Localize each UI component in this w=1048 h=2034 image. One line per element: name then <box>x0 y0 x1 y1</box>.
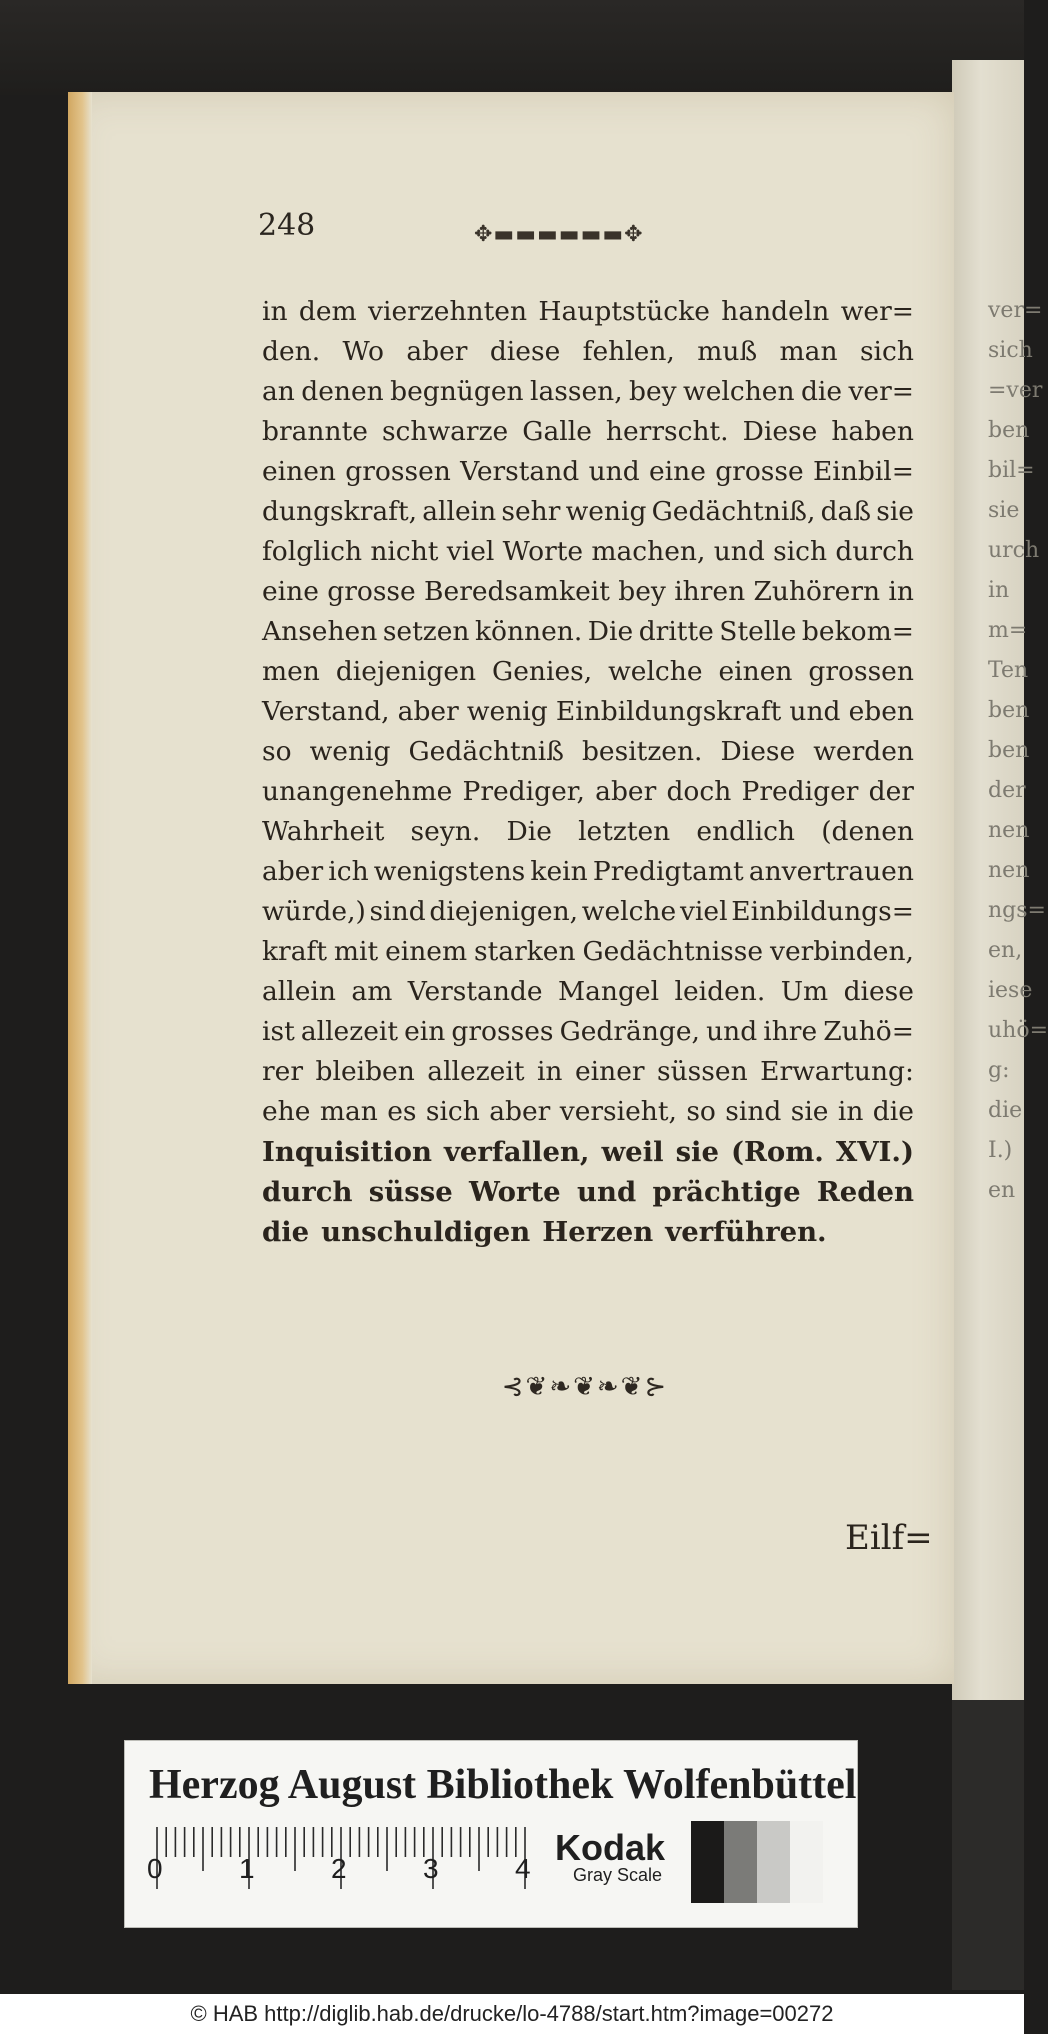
swatch-white <box>790 1821 823 1903</box>
facing-page-fragment: uhö= <box>988 1018 1048 1043</box>
text-word: ist <box>262 1016 295 1047</box>
text-word: dem <box>298 296 357 327</box>
text-word: Einbil= <box>812 456 914 487</box>
ruler-label-2: 2 <box>331 1853 347 1884</box>
text-word: nicht <box>370 536 439 567</box>
text-word: es <box>387 1096 417 1127</box>
text-word: Prediger, <box>462 776 585 807</box>
text-word: sich <box>773 536 828 567</box>
text-word: dungskraft, <box>262 496 418 527</box>
facing-page-fragment: en, <box>988 938 1023 963</box>
text-word: eine <box>648 456 706 487</box>
text-word: Zuhörern <box>753 576 881 607</box>
swatch-dark-gray <box>724 1821 757 1903</box>
library-name: Herzog August Bibliothek Wolfenbüttel <box>149 1762 857 1808</box>
text-word: Ansehen <box>262 616 378 647</box>
text-word: man <box>779 336 838 367</box>
ruler-label-0: 0 <box>147 1853 163 1884</box>
text-word: verfallen, <box>443 1136 590 1168</box>
text-word: grosse <box>327 576 416 607</box>
text-word: Beredsamkeit <box>424 576 610 607</box>
facing-page-fragment: nen <box>988 818 1030 843</box>
text-word: und <box>576 1176 637 1208</box>
text-word: diese <box>489 336 561 367</box>
facing-page-fragment: in <box>988 578 1010 603</box>
text-line <box>262 532 914 572</box>
text-word: verführen. <box>665 1216 827 1248</box>
text-word: ihren <box>674 576 746 607</box>
text-word: diejenigen, <box>429 896 579 927</box>
text-word: aber <box>489 1096 551 1127</box>
text-word: Inquisition <box>262 1136 432 1168</box>
text-line <box>262 772 914 812</box>
facing-page-fragment: der <box>988 778 1026 803</box>
running-header <box>258 208 698 248</box>
text-word: Prediger <box>741 776 859 807</box>
text-word: in <box>837 1096 864 1127</box>
text-word: Zuhö= <box>823 1016 914 1047</box>
text-word: (Rom. <box>730 1136 824 1168</box>
text-word: ehe <box>262 1096 311 1127</box>
text-word: wenigstens <box>373 856 526 887</box>
text-line <box>262 492 914 532</box>
text-word: welchen <box>683 376 795 407</box>
text-word: viel <box>679 896 728 927</box>
text-line <box>262 292 914 332</box>
text-word: aber <box>397 696 459 727</box>
facing-page-fragment: iese <box>988 978 1033 1003</box>
text-word: ver= <box>848 376 914 407</box>
text-word: schwarze <box>381 416 509 447</box>
text-word: süssen <box>657 1056 748 1087</box>
text-word: einer <box>574 1056 645 1087</box>
text-word: sie <box>876 496 914 527</box>
scan-background <box>0 0 1024 95</box>
text-word: kein <box>530 856 588 887</box>
text-word: Reden <box>816 1176 914 1208</box>
text-word: grossen <box>808 656 914 687</box>
text-word: sie <box>675 1136 719 1168</box>
facing-page-fragment: sie <box>988 498 1020 523</box>
text-word: machen, <box>591 536 706 567</box>
text-word: Verstand <box>460 456 580 487</box>
text-word: endlich <box>696 816 795 847</box>
text-word: grosse <box>715 456 804 487</box>
text-word: eine <box>262 576 319 607</box>
facing-page-fragment: ver= <box>988 298 1043 323</box>
text-word: einem <box>385 936 468 967</box>
text-line <box>262 732 914 772</box>
text-word: Gedächtniß, <box>651 496 816 527</box>
text-word: aber <box>406 336 468 367</box>
text-word: in <box>888 576 914 607</box>
text-word: Worte <box>502 536 584 567</box>
text-word: muß <box>697 336 758 367</box>
text-word: der <box>868 776 914 807</box>
text-word: allein <box>422 496 497 527</box>
text-word: Einbildungs= <box>731 896 914 927</box>
text-word: einen <box>718 656 793 687</box>
facing-page-fragment: ben <box>988 698 1030 723</box>
text-word: am <box>351 976 393 1007</box>
text-word: unangenehme <box>262 776 453 807</box>
text-line <box>262 1132 914 1172</box>
facing-page-fragment: nen <box>988 858 1030 883</box>
text-line <box>262 332 914 372</box>
text-word: einen <box>262 456 336 487</box>
text-word: sehr <box>501 496 561 527</box>
text-word: (denen <box>821 816 914 847</box>
text-word: Die <box>506 816 552 847</box>
text-word: und <box>706 1016 758 1047</box>
text-word: herrscht. <box>605 416 729 447</box>
text-word: eben <box>848 696 914 727</box>
gray-scale-label: Gray Scale <box>573 1865 663 1885</box>
text-line <box>262 932 914 972</box>
text-word: lassen, <box>529 376 623 407</box>
text-line <box>262 452 914 492</box>
text-word: XVI.) <box>835 1136 914 1168</box>
facing-page-fragment: =ver <box>988 378 1043 403</box>
text-word: wer= <box>840 296 914 327</box>
text-word: aber <box>262 856 324 887</box>
text-line <box>262 372 914 412</box>
text-word: besitzen. <box>581 736 703 767</box>
text-line <box>262 812 914 852</box>
text-word: prächtige <box>652 1176 801 1208</box>
text-word: Wahrheit <box>262 816 385 847</box>
text-word: und <box>588 456 640 487</box>
text-word: ich <box>328 856 369 887</box>
text-word: letzten <box>578 816 671 847</box>
text-word: sie <box>790 1096 829 1127</box>
text-word: so <box>686 1096 716 1127</box>
text-line <box>262 1092 914 1132</box>
text-word: folglich <box>262 536 363 567</box>
text-word: würde,) <box>262 896 366 927</box>
facing-page-fragment: Ten <box>988 658 1029 683</box>
text-word: leiden. <box>674 976 766 1007</box>
text-word: ein <box>404 1016 446 1047</box>
text-word: wenig <box>309 736 391 767</box>
text-line <box>262 692 914 732</box>
text-word: seyn. <box>410 816 481 847</box>
text-line <box>262 1212 914 1252</box>
text-word: Herzen <box>542 1216 654 1248</box>
text-line <box>262 612 914 652</box>
text-word: men <box>262 656 320 687</box>
text-word: und <box>713 536 765 567</box>
text-word: denen <box>301 376 384 407</box>
text-word: süsse <box>368 1176 453 1208</box>
facing-page-fragment: ben <box>988 738 1030 763</box>
text-word: grossen <box>345 456 451 487</box>
facing-page-fragment: ben <box>988 418 1030 443</box>
facing-page-fragment: urch <box>988 538 1040 563</box>
end-ornament: ⊰❦❧❦❧❦⊱ <box>501 1372 669 1402</box>
facing-page-fragment: ngs= <box>988 898 1046 923</box>
facing-page-fragment: en <box>988 1178 1016 1203</box>
text-word: sind <box>369 896 426 927</box>
text-line <box>262 892 914 932</box>
text-word: in <box>536 1056 563 1087</box>
facing-page-edge <box>952 60 1048 1700</box>
text-word: Hauptstücke <box>538 296 710 327</box>
text-word: Diese <box>720 736 796 767</box>
text-word: grosses <box>451 1016 554 1047</box>
text-word: Diese <box>742 416 818 447</box>
text-word: unschuldigen <box>321 1216 531 1248</box>
text-word: vierzehnten <box>368 296 528 327</box>
text-word: Einbildungskraft <box>555 696 782 727</box>
text-word: starken <box>474 936 576 967</box>
text-word: Um <box>780 976 829 1007</box>
text-word: und <box>789 696 841 727</box>
text-word: allein <box>262 976 336 1007</box>
text-word: rer <box>262 1056 304 1087</box>
text-word: Verstand, <box>262 696 390 727</box>
text-line <box>262 652 914 692</box>
text-word: Verstande <box>407 976 543 1007</box>
facing-page-shadow <box>952 1700 1024 1990</box>
text-word: Wo <box>342 336 384 367</box>
facing-page-fragment: die <box>988 1098 1023 1123</box>
text-line <box>262 1012 914 1052</box>
text-word: Predigtamt <box>592 856 744 887</box>
text-word: durch <box>835 536 914 567</box>
text-word: allezeit <box>427 1056 525 1087</box>
text-word: sind <box>725 1096 782 1127</box>
text-word: Worte <box>468 1176 561 1208</box>
text-word: ihre <box>763 1016 818 1047</box>
text-line <box>262 852 914 892</box>
text-word: Mangel <box>557 976 660 1007</box>
text-word: welche <box>608 656 703 687</box>
text-word: anvertrauen <box>748 856 914 887</box>
text-word: Stelle <box>719 616 797 647</box>
swatch-light-gray <box>757 1821 790 1903</box>
ruler-label-3: 3 <box>423 1853 439 1884</box>
text-line <box>262 1172 914 1212</box>
color-calibration-card <box>124 1740 858 1928</box>
text-word: die <box>872 1096 914 1127</box>
text-word: werden <box>813 736 914 767</box>
text-word: die <box>800 376 843 407</box>
text-word: wenig <box>466 696 548 727</box>
text-line <box>262 572 914 612</box>
text-word: verbinden, <box>769 936 914 967</box>
text-word: fehlen, <box>582 336 675 367</box>
text-word: Gedächtniß <box>408 736 564 767</box>
text-word: daß <box>820 496 872 527</box>
text-word: kraft <box>262 936 327 967</box>
catchword: Eilf= <box>845 1518 933 1558</box>
text-word: allezeit <box>300 1016 399 1047</box>
body-text <box>262 292 914 1252</box>
text-word: die <box>262 1216 310 1248</box>
text-word: durch <box>262 1176 353 1208</box>
text-word: in <box>262 296 288 327</box>
text-word: Erwartung: <box>760 1056 914 1087</box>
text-word: Gedränge, <box>559 1016 700 1047</box>
text-word: Genies, <box>492 656 593 687</box>
text-word: bey <box>618 576 666 607</box>
header-ornament: ✥▬▬▬▬▬▬✥ <box>474 222 644 247</box>
text-word: aber <box>595 776 657 807</box>
copyright-footer: © HAB http://diglib.hab.de/drucke/lo-4788/start.htm?image=00272 <box>0 1994 1024 2034</box>
text-word: bekom= <box>801 616 914 647</box>
text-word: man <box>319 1096 378 1127</box>
facing-page-fragment: g: <box>988 1058 1010 1083</box>
swatch-black <box>691 1821 724 1903</box>
facing-page-fragment: I.) <box>988 1138 1013 1163</box>
text-line <box>262 412 914 452</box>
text-word: sich <box>425 1096 480 1127</box>
ruler-label-4: 4 <box>515 1853 531 1884</box>
text-word: sich <box>859 336 914 367</box>
text-word: versieht, <box>559 1096 677 1127</box>
text-word: wenig <box>565 496 647 527</box>
text-word: setzen <box>382 616 470 647</box>
page-gilt-edge <box>68 92 92 1684</box>
text-line <box>262 972 914 1012</box>
text-word: an <box>262 376 295 407</box>
facing-page-fragment: bil= <box>988 458 1035 483</box>
page-number: 248 <box>258 208 316 243</box>
text-word: den. <box>262 336 321 367</box>
text-word: welche <box>581 896 677 927</box>
text-word: können. <box>474 616 583 647</box>
text-word: bey <box>629 376 677 407</box>
ruler-label-1: 1 <box>239 1853 255 1884</box>
text-word: doch <box>666 776 732 807</box>
text-word: Gedächtnisse <box>582 936 764 967</box>
text-word: Galle <box>522 416 592 447</box>
text-word: handeln <box>721 296 830 327</box>
text-word: dritte <box>638 616 714 647</box>
text-word: diejenigen <box>335 656 477 687</box>
text-word: so <box>262 736 292 767</box>
text-word: bleiben <box>315 1056 415 1087</box>
text-word: Die <box>587 616 634 647</box>
text-word: haben <box>831 416 914 447</box>
text-word: weil <box>601 1136 664 1168</box>
kodak-logo: Kodak <box>555 1827 666 1868</box>
text-word: diese <box>843 976 914 1007</box>
text-word: brannte <box>262 416 368 447</box>
text-line <box>262 1052 914 1092</box>
text-word: viel <box>446 536 495 567</box>
facing-page-fragment: m= <box>988 618 1028 643</box>
text-word: begnügen <box>390 376 524 407</box>
facing-page-fragment: sich <box>988 338 1033 363</box>
text-word: mit <box>333 936 379 967</box>
